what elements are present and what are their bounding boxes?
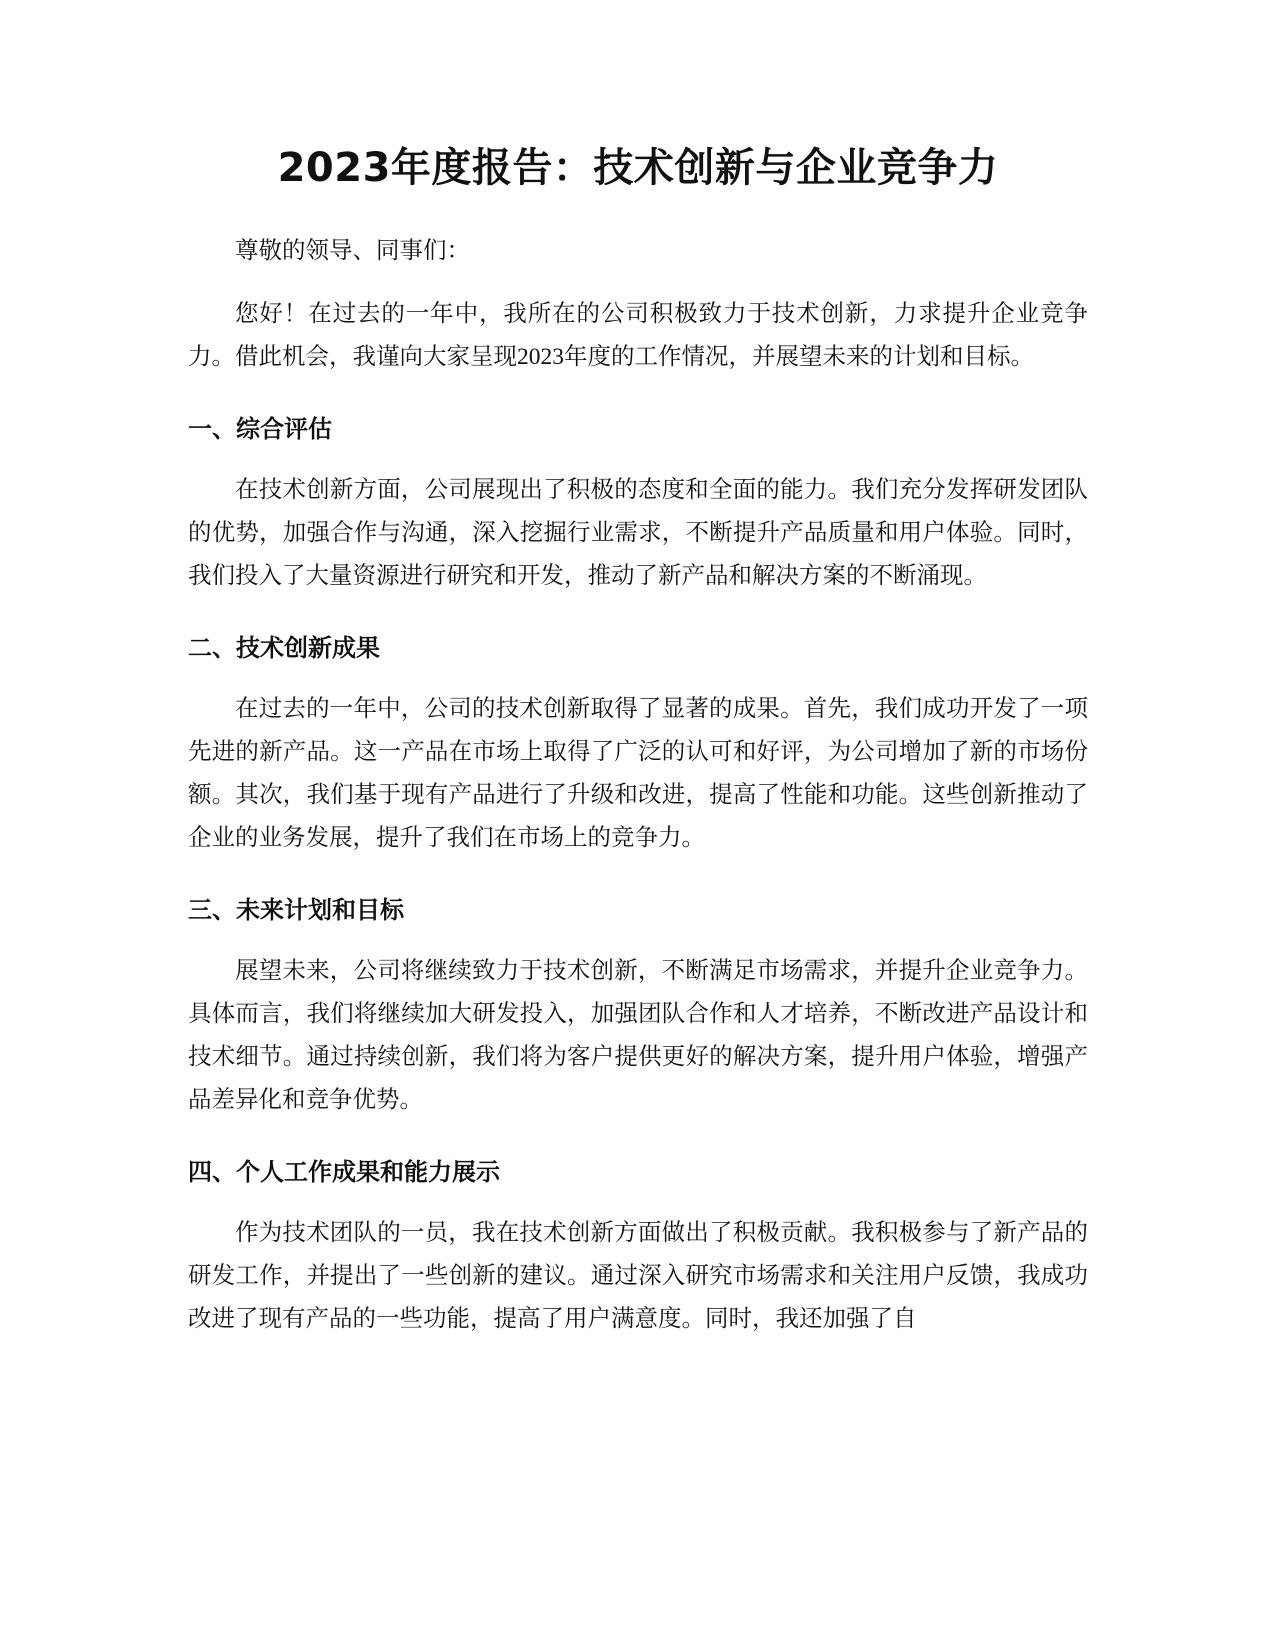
section-heading-personal-achievements: 四、个人工作成果和能力展示 [188, 1158, 500, 1186]
section-heading-innovation-results: 二、技术创新成果 [188, 634, 380, 662]
section-heading-future-plans: 三、未来计划和目标 [188, 896, 404, 924]
section-body-innovation-results: 在过去的一年中，公司的技术创新取得了显著的成果。首先，我们成功开发了一项先进的新产品。这一产品在市场上取得了广泛的认可和好评，为公司增加了新的市场份额。其次，我们基于现有产品进行了升级和改进，提高了性能和功能。这些创新推动了企业的业务发展，提升了我们在市场上的竞争力。 [188, 696, 1088, 851]
greeting-paragraph: 尊敬的领导、同事们： [235, 238, 470, 264]
intro-paragraph: 您好！在过去的一年中，我所在的公司积极致力于技术创新，力求提升企业竞争力。借此机会，我谨向大家呈现2023年度的工作情况，并展望未来的计划和目标。 [188, 301, 1088, 370]
section-body-personal-achievements: 作为技术团队的一员，我在技术创新方面做出了积极贡献。我积极参与了新产品的研发工作，并提出了一些创新的建议。通过深入研究市场需求和关注用户反馈，我成功改进了现有产品的一些功能，提高了用户满意度。同时，我还加强了自 [188, 1220, 1088, 1332]
section-heading-assessment: 一、综合评估 [188, 415, 332, 443]
document-page [188, 140, 1088, 1361]
section-body-future-plans: 展望未来，公司将继续致力于技术创新，不断满足市场需求，并提升企业竞争力。具体而言，我们将继续加大研发投入，加强团队合作和人才培养，不断改进产品设计和技术细节。通过持续创新，我们将为客户提供更好的解决方案，提升用户体验，增强产品差异化和竞争优势。 [188, 958, 1088, 1113]
document-title: 2023年度报告：技术创新与企业竞争力 [277, 145, 999, 191]
section-body-assessment: 在技术创新方面，公司展现出了积极的态度和全面的能力。我们充分发挥研发团队的优势，加强合作与沟通，深入挖掘行业需求，不断提升产品质量和用户体验。同时，我们投入了大量资源进行研究和开发，推动了新产品和解决方案的不断涌现。 [188, 477, 1088, 589]
